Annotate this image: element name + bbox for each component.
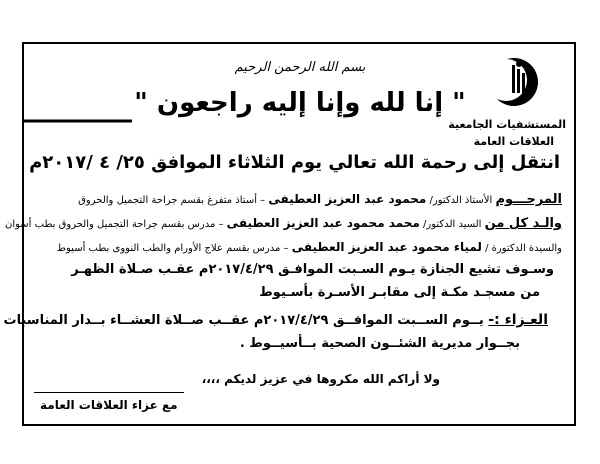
deceased-desc: – أستاذ متفرغ بقسم جراحة التجميل والحروق [78,195,266,206]
deceased-name: محمود عبد العزيز العطيفى [268,192,427,206]
father-of-label: والـد كل من [484,216,562,231]
department-name: العلاقات العامة [473,135,554,148]
son-desc: – مدرس بقسم جراحة التجميل والحروق بطب أسوان [5,219,224,230]
daughter-row [57,240,562,254]
funeral-line-1: وسـوف تشيع الجنازة يـوم السـبت الموافـق ٢٠١٧/٤/٢٩م عقـب صـلاة الظهـر [71,262,554,277]
organization-name: المستشفيات الجامعية [448,118,566,131]
daughter-name: لمياء محمود عبد العزيز العطيفى [291,240,482,254]
basmala: بسم الله الرحمن الرحيم [234,60,366,75]
deceased-title: الأستاذ الدكتور/ [429,195,493,206]
closing-phrase: ولا أراكم الله مكروها في عزيز لديكم ،،،، [201,372,440,386]
hospital-logo-icon [478,55,548,110]
son-row [5,216,562,231]
son-title: السيد الدكتور/ [423,219,482,230]
daughter-title: والسيدة الدكتورة / [485,243,562,254]
condolence-line-2: بجــوار مديرية الشئــون الصحية بــأسيــوط . [239,336,520,351]
mourning-ribbon [22,118,132,124]
headline: " إنا لله وإنا إليه راجعون " [134,88,466,118]
deceased-label: المرحـــوم [495,192,562,207]
daughter-desc: – مدرس بقسم علاج الأورام والطب النووى بطب أسيوط [56,243,289,254]
son-name: محمد محمود عبد العزيز العطيفى [226,216,420,230]
funeral-line-2: من مسجـد مكـة إلى مقابـر الأسـرة بأسـيوط [259,285,540,300]
condolence-row [4,312,548,328]
signature-line [34,392,184,393]
signature: مع عزاء العلاقات العامة [40,398,178,412]
death-announcement: انتقل إلى رحمة الله تعالي يوم الثلاثاء الموافق ٢٥/ ٤ /٢٠١٧م [29,152,560,173]
deceased-row [78,192,562,207]
condolence-label: العـزاء :- [488,312,548,328]
condolence-line-1: يــوم الســبت الموافــق ٢٠١٧/٤/٢٩م عقــب صــلاة العشــاء بــدار المناسبات [3,313,484,328]
